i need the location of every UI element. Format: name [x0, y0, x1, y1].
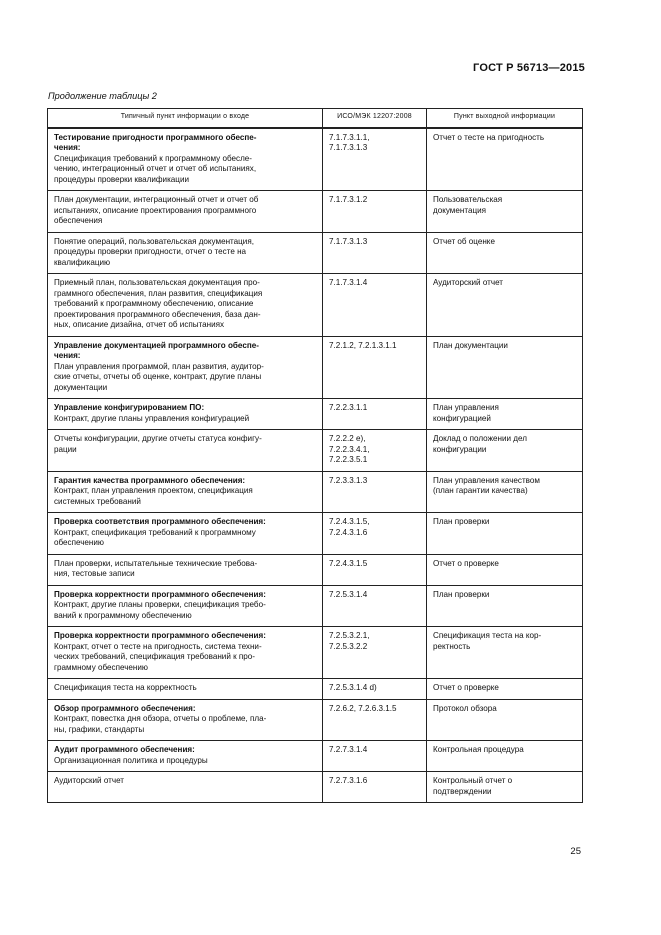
output-cell: Протокол обзора	[427, 699, 583, 741]
section-title: Тестирование пригодности программного обеспе- чения:	[54, 132, 257, 152]
table-row	[48, 513, 583, 555]
clause-cell: 7.2.1.2, 7.2.1.3.1.1	[323, 336, 427, 399]
input-info-text: Спецификация требований к программному обесле- чению, интеграционный отчет и отчет об испытаниях, процедуры проверки квалификации	[54, 153, 257, 184]
input-info-cell	[48, 399, 323, 430]
input-info-text: Контракт, план управления проектом, спецификация системных требований	[54, 486, 253, 506]
input-info-cell	[48, 471, 323, 513]
section-title: Гарантия качества программного обеспечения:	[54, 475, 246, 485]
input-info-cell	[48, 430, 323, 472]
input-info-text: Аудиторский отчет	[54, 776, 125, 785]
section-title: Управление конфигурированием ПО:	[54, 403, 205, 412]
input-info-cell	[48, 274, 323, 337]
input-info-cell	[48, 627, 323, 679]
input-info-text: План документации, интеграционный отчет и отчет об испытаниях, описание проектирования программного обеспечения	[54, 195, 259, 225]
input-info-cell	[48, 513, 323, 555]
input-info-text: Контракт, другие планы управления конфигурацией	[54, 413, 250, 423]
input-info-text: Контракт, отчет о тесте на пригодность, система техни- ческих требований, спецификация требований к про- граммному обеспечению	[54, 641, 262, 672]
table-row	[48, 232, 583, 274]
column-header-output: Пункт выходной информации	[427, 109, 583, 128]
column-header-input: Типичный пункт информации о входе	[48, 109, 323, 128]
input-info-text: Контракт, повестка дня обзора, отчеты о проблеме, пла- ны, графики, стандарты	[54, 714, 267, 734]
input-info-cell	[48, 191, 323, 233]
input-info-text: Организационная политика и процедуры	[54, 755, 208, 765]
clause-cell: 7.2.5.3.1.4	[323, 585, 427, 627]
input-info-cell	[48, 554, 323, 585]
input-info-text: План управления программой, план развития, аудитор- ские отчеты, отчеты об оценке, контракт, другие планы документации	[54, 361, 264, 392]
clause-cell: 7.2.2.3.1.1	[323, 399, 427, 430]
clause-cell: 7.2.4.3.1.5, 7.2.4.3.1.6	[323, 513, 427, 555]
clause-cell: 7.1.7.3.1.3	[323, 232, 427, 274]
input-info-cell	[48, 336, 323, 399]
table-row	[48, 471, 583, 513]
section-title: Управление документацией программного обеспе- чения:	[54, 340, 259, 360]
input-info-cell	[48, 699, 323, 741]
table-row	[48, 585, 583, 627]
column-header-clause: ИСО/МЭК 12207:2008	[323, 109, 427, 128]
section-title: Аудит программного обеспечения:	[54, 745, 195, 754]
table-row	[48, 627, 583, 679]
clause-cell: 7.2.4.3.1.5	[323, 554, 427, 585]
output-cell: Аудиторский отчет	[427, 274, 583, 337]
input-info-cell	[48, 585, 323, 627]
input-info-cell	[48, 772, 323, 803]
clause-cell: 7.2.7.3.1.4	[323, 741, 427, 772]
output-cell: Отчет о проверке	[427, 554, 583, 585]
output-cell: Пользовательская документация	[427, 191, 583, 233]
input-info-cell	[48, 232, 323, 274]
clause-cell: 7.2.3.3.1.3	[323, 471, 427, 513]
table-header-row	[48, 109, 583, 128]
input-info-cell	[48, 741, 323, 772]
output-cell: Отчет об оценке	[427, 232, 583, 274]
input-info-cell	[48, 679, 323, 700]
input-info-text: Контракт, спецификация требований к программному обеспечению	[54, 527, 256, 547]
clause-cell: 7.1.7.3.1.2	[323, 191, 427, 233]
clause-cell: 7.2.5.3.1.4 d)	[323, 679, 427, 700]
table-row	[48, 274, 583, 337]
section-title: Обзор программного обеспечения:	[54, 703, 196, 713]
output-cell: Отчет о тесте на пригодность	[427, 128, 583, 191]
clause-cell: 7.2.7.3.1.6	[323, 772, 427, 803]
input-info-text: Отчеты конфигурации, другие отчеты статуса конфигу- рации	[54, 434, 262, 454]
input-info-text: Приемный план, пользовательская документация про- граммного обеспечения, план развития, спецификация требований к программному обеспечению, описание проектирования программного обеспечения, база дан- ных, описание дизайна, отчет об испытаниях	[54, 278, 263, 329]
output-cell: Доклад о положении дел конфигурации	[427, 430, 583, 472]
table-caption: Продолжение таблицы 2	[48, 91, 157, 101]
clause-cell: 7.1.7.3.1.4	[323, 274, 427, 337]
output-cell: Отчет о проверке	[427, 679, 583, 700]
output-cell: План проверки	[427, 513, 583, 555]
input-info-text: План проверки, испытательные технические требова- ния, тестовые записи	[54, 558, 258, 578]
section-title: Проверка соответствия программного обеспечения:	[54, 517, 266, 526]
table-body	[48, 128, 583, 803]
input-info-cell	[48, 128, 323, 191]
clause-cell: 7.2.5.3.2.1, 7.2.5.3.2.2	[323, 627, 427, 679]
table-row	[48, 699, 583, 741]
output-cell: План управления конфигурацией	[427, 399, 583, 430]
section-title: Проверка корректности программного обеспечения:	[54, 589, 266, 599]
table-row	[48, 191, 583, 233]
table-row	[48, 336, 583, 399]
requirements-table	[47, 108, 583, 803]
table-row	[48, 554, 583, 585]
table-row	[48, 679, 583, 700]
page-number: 25	[570, 846, 581, 857]
input-info-text: Понятие операций, пользовательская документация, процедуры проверки пригодности, отчет о тесте на квалификацию	[54, 236, 254, 267]
table-row	[48, 741, 583, 772]
output-cell: Контрольный отчет о подтверждении	[427, 772, 583, 803]
clause-cell: 7.2.6.2, 7.2.6.3.1.5	[323, 699, 427, 741]
table-row	[48, 430, 583, 472]
output-cell: План проверки	[427, 585, 583, 627]
input-info-text: Спецификация теста на корректность	[54, 683, 197, 692]
output-cell: Контрольная процедура	[427, 741, 583, 772]
output-cell: План документации	[427, 336, 583, 399]
input-info-text: Контракт, другие планы проверки, спецификация требо- ваний к программному обеспечению	[54, 600, 266, 620]
table-row	[48, 128, 583, 191]
standard-number: ГОСТ Р 56713—2015	[473, 62, 585, 74]
output-cell: Спецификация теста на кор- ректность	[427, 627, 583, 679]
table-row	[48, 399, 583, 430]
section-title: Проверка корректности программного обеспечения:	[54, 631, 266, 640]
clause-cell: 7.1.7.3.1.1, 7.1.7.3.1.3	[323, 128, 427, 191]
table-row	[48, 772, 583, 803]
output-cell: План управления качеством (план гарантии качества)	[427, 471, 583, 513]
clause-cell: 7.2.2.2 e), 7.2.2.3.4.1, 7.2.2.3.5.1	[323, 430, 427, 472]
